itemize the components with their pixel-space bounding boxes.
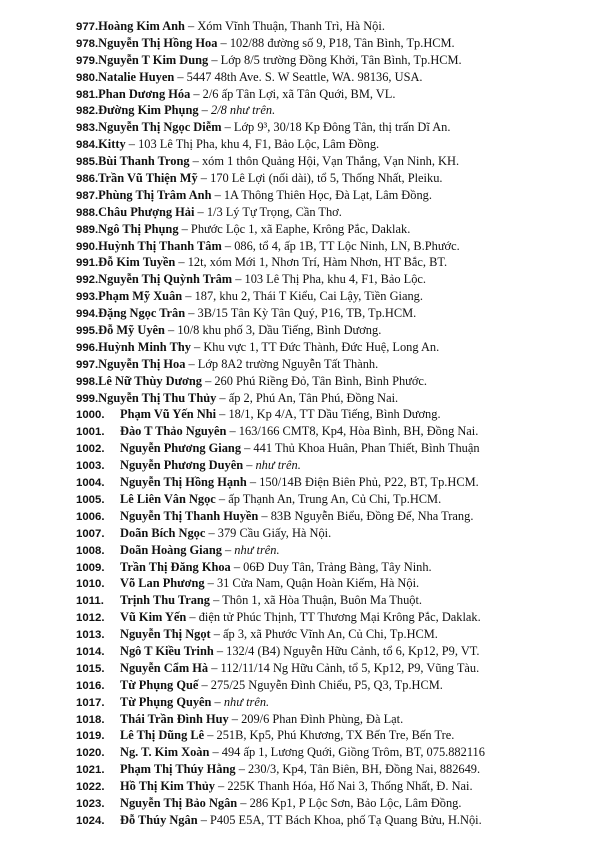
entry-name: Đào T Thảo Nguyên: [120, 424, 227, 439]
list-item: [76, 812, 555, 829]
entry-name: Ngô T Kiều Trinh: [120, 643, 214, 658]
list-item: [76, 643, 555, 660]
entry-name: Phạm Thị Thúy Hằng: [120, 762, 236, 777]
entry-number: 981.: [76, 88, 99, 101]
entry-number: 1014.: [76, 645, 105, 658]
entry-address: 132/4 (B4) Nguyễn Hữu Cảnh, tổ 6, Kp12, P9, VT.: [226, 643, 480, 658]
entry-number: 1005.: [76, 493, 105, 506]
entry-number: 1003.: [76, 460, 105, 473]
list-item: [76, 711, 555, 728]
entry-separator: –: [228, 711, 242, 726]
list-item: [76, 35, 555, 52]
entry-name: Đặng Ngọc Trân: [98, 306, 186, 321]
entry-address: 275/25 Nguyễn Đình Chiểu, P5, Q3, Tp.HCM.: [210, 677, 443, 692]
list-item: [76, 660, 555, 677]
entry-separator: –: [197, 171, 211, 186]
entry-name: Nguyễn T Kim Dung: [98, 52, 209, 67]
entry-separator: –: [216, 390, 229, 405]
list-item: [76, 440, 555, 457]
entry-address: P405 E5A, TT Bách Khoa, phố Tạ Quang Bửu, H.Nội.: [209, 812, 482, 827]
entry-address: 209/6 Phan Đình Phùng, Đà Lạt.: [241, 711, 404, 726]
entry-number: 1013.: [76, 629, 105, 642]
entry-address: 103 Lê Thị Pha, khu 4, F1, Bảo Lộc.: [244, 272, 426, 287]
entry-separator: –: [215, 491, 229, 506]
entry-address: 112/11/14 Ng Hữu Cảnh, tổ 5, Kp12, P9, Vũng Tàu.: [220, 660, 480, 675]
entry-address: Lớp 8A2 trường Nguyễn Tất Thành.: [197, 356, 379, 371]
entry-name: Natalie Huyen: [98, 69, 175, 84]
entry-separator: –: [184, 19, 198, 33]
entry-address: 5447 48th Ave. S. W Seattle, WA. 98136, USA.: [186, 69, 423, 84]
entry-name: Ngô Thị Phụng: [98, 221, 179, 236]
entry-name: Phạm Vũ Yến Nhi: [120, 407, 217, 422]
entry-name: Đường Kim Phụng: [98, 103, 199, 118]
entry-name: Phạm Mỹ Xuân: [98, 289, 183, 304]
entry-name: Trịnh Thu Trang: [120, 593, 210, 608]
entry-name: Nguyễn Cẩm Hà: [120, 660, 209, 675]
entry-number: 1004.: [76, 477, 105, 490]
entry-separator: –: [186, 610, 199, 625]
entry-address: 1A Thông Thiên Học, Đà Lạt, Lâm Đồng.: [223, 187, 432, 202]
entry-name: Nguyễn Phương Giang: [120, 441, 242, 456]
entry-number: 977.: [76, 21, 99, 33]
entry-address: 2/6 ấp Tân Lợi, xã Tân Quới, BM, VL.: [202, 86, 396, 101]
entry-separator: –: [209, 745, 222, 760]
entry-separator: –: [197, 812, 210, 827]
entry-list: [76, 18, 555, 829]
entry-number: 987.: [76, 189, 99, 202]
entry-separator: –: [243, 458, 256, 473]
list-item: [76, 626, 555, 643]
entry-address: 494 ấp 1, Lương Quới, Giồng Trôm, BT, 075.882116: [221, 745, 485, 760]
entry-name: Châu Phượng Hải: [98, 204, 195, 219]
entry-separator: –: [198, 677, 211, 692]
entry-number: 997.: [76, 358, 99, 371]
entry-separator: –: [221, 238, 235, 253]
list-item: [76, 694, 555, 711]
entry-separator: –: [221, 120, 234, 135]
entry-address: ấp 2, Phú An, Tân Phú, Đồng Nai.: [228, 390, 399, 405]
entry-number: 1012.: [76, 612, 105, 625]
entry-name: Đỗ Kim Tuyền: [98, 255, 176, 270]
entry-number: 1015.: [76, 662, 105, 675]
entry-address: 3B/15 Tân Kỳ Tân Quý, P16, TB, Tp.HCM.: [197, 306, 417, 321]
entry-number: 995.: [76, 325, 99, 338]
entry-number: 1021.: [76, 764, 105, 777]
entry-number: 1010.: [76, 578, 105, 591]
list-item: [76, 727, 555, 744]
entry-address: 102/88 đường số 9, P18, Tân Bình, Tp.HCM.: [229, 35, 455, 50]
entry-separator: –: [178, 221, 191, 236]
entry-address: 83B Nguyễn Biểu, Đồng Đế, Nha Trang.: [270, 508, 474, 523]
entry-name: Thái Trần Đình Huy: [120, 711, 229, 726]
entry-name: Nguyễn Thị Thu Thủy: [98, 390, 217, 405]
entry-number: 1011.: [76, 595, 104, 608]
list-item: [76, 305, 555, 322]
entry-address: Xóm Vĩnh Thuận, Thanh Trì, Hà Nội.: [197, 19, 385, 33]
entry-number: 990.: [76, 240, 99, 253]
list-item: [76, 744, 555, 761]
entry-address: 2/8 như trên.: [210, 103, 276, 118]
list-item: [76, 102, 555, 119]
entry-separator: –: [194, 204, 207, 219]
entry-separator: –: [208, 52, 221, 67]
entry-separator: –: [241, 441, 254, 456]
entry-separator: –: [246, 475, 260, 490]
list-item: [76, 778, 555, 795]
list-item: [76, 119, 555, 136]
entry-name: Nguyễn Thị Hồng Hạnh: [120, 475, 247, 490]
list-item: [76, 52, 555, 69]
entry-name: Đỗ Mỹ Uyên: [98, 323, 165, 338]
entry-separator: –: [164, 323, 178, 338]
entry-number: 1024.: [76, 814, 105, 827]
entry-address: 286 Kp1, P Lộc Sơn, Bảo Lộc, Lâm Đồng.: [249, 795, 462, 810]
entry-name: Doãn Bích Ngọc: [120, 525, 206, 540]
entry-number: 1016.: [76, 679, 105, 692]
entry-number: 982.: [76, 105, 99, 118]
entry-separator: –: [174, 69, 187, 84]
entry-number: 985.: [76, 156, 99, 169]
entry-number: 1022.: [76, 781, 105, 794]
entry-name: Doãn Hoàng Giang: [120, 542, 222, 557]
entry-name: Võ Lan Phương: [120, 576, 205, 591]
entry-separator: –: [237, 795, 250, 810]
entry-name: Kitty: [98, 137, 126, 152]
entry-name: Nguyễn Thị Quỳnh Trâm: [98, 272, 233, 287]
entry-number: 983.: [76, 122, 99, 135]
entry-separator: –: [198, 103, 211, 118]
entry-name: Nguyễn Thị Hoa: [98, 356, 186, 371]
entry-address: 170 Lê Lợi (nối dài), tổ 5, Thống Nhất, Pleiku.: [210, 171, 443, 186]
entry-name: Phan Dương Hóa: [98, 86, 191, 101]
entry-name: Trần Vũ Thiện Mỹ: [98, 171, 198, 186]
entry-name: Nguyễn Thị Ngọt: [120, 627, 211, 642]
entry-address: 225K Thanh Hóa, Hố Nai 3, Thống Nhất, Đ. Nai.: [227, 779, 473, 794]
entry-name: Huỳnh Minh Thy: [98, 339, 191, 354]
entry-name: Nguyễn Thị Bảo Ngân: [120, 795, 238, 810]
list-item: [76, 406, 555, 423]
list-item: [76, 373, 555, 390]
entry-name: Trần Thị Đăng Khoa: [120, 559, 231, 574]
entry-address: 1/3 Lý Tự Trọng, Cần Thơ.: [206, 204, 342, 219]
entry-address: Khu vực 1, TT Đức Thành, Đức Huệ, Long An.: [203, 339, 440, 354]
entry-name: Nguyễn Thị Ngọc Diễm: [98, 120, 222, 135]
entry-name: Nguyễn Thị Hồng Hoa: [98, 35, 218, 50]
entry-separator: –: [226, 424, 239, 439]
entry-separator: –: [235, 762, 248, 777]
entry-address: như trên.: [223, 694, 270, 709]
list-item: [76, 559, 555, 576]
entry-name: Hồ Thị Kim Thủy: [120, 779, 215, 794]
list-item: [76, 525, 555, 542]
list-item: [76, 390, 555, 407]
entry-name: Hoàng Kim Anh: [98, 19, 185, 33]
list-item: [76, 238, 555, 255]
entry-name: Bùi Thanh Trong: [98, 154, 190, 169]
entry-number: 979.: [76, 54, 99, 67]
list-item: [76, 221, 555, 238]
entry-number: 1001.: [76, 426, 105, 439]
entry-address: 10/8 khu phố 3, Dầu Tiếng, Bình Dương.: [177, 323, 382, 338]
entry-number: 1006.: [76, 510, 105, 523]
list-item: [76, 609, 555, 626]
entry-name: Ng. T. Kim Xoàn: [120, 745, 210, 760]
entry-number: 986.: [76, 173, 99, 186]
entry-separator: –: [211, 187, 224, 202]
entry-number: 1019.: [76, 730, 105, 743]
list-item: [76, 761, 555, 778]
entry-number: 988.: [76, 206, 99, 219]
entry-separator: –: [232, 272, 245, 287]
entry-number: 984.: [76, 139, 99, 152]
entry-separator: –: [190, 86, 203, 101]
entry-address: như trên.: [234, 542, 280, 557]
list-item: [76, 592, 555, 609]
list-item: [76, 254, 555, 271]
entry-name: Nguyễn Thị Thanh Huyền: [120, 508, 259, 523]
entry-address: 086, tổ 4, ấp 1B, TT Lộc Ninh, LN, B.Phước.: [234, 238, 460, 253]
entry-address: 163/166 CMT8, Kp4, Hòa Bình, BH, Đồng Nai.: [238, 424, 479, 439]
list-item: [76, 508, 555, 525]
list-item: [76, 204, 555, 221]
entry-address: xóm 1 thôn Quảng Hội, Vạn Thắng, Vạn Ninh, KH.: [201, 154, 460, 169]
entry-address: 31 Cửa Nam, Quận Hoàn Kiếm, Hà Nội.: [216, 576, 420, 591]
list-item: [76, 491, 555, 508]
entry-address: 150/14B Điện Biên Phủ, P22, BT, Tp.HCM.: [259, 475, 479, 490]
entry-separator: –: [182, 289, 195, 304]
entry-address: 06Đ Duy Tân, Trảng Bàng, Tây Ninh.: [243, 559, 432, 574]
entry-separator: –: [210, 593, 223, 608]
entry-address: 441 Thủ Khoa Huân, Phan Thiết, Bình Thuận: [253, 441, 480, 456]
list-item: [76, 187, 555, 204]
entry-name: Lê Liên Vân Ngọc: [120, 491, 216, 506]
entry-name: Phùng Thị Trâm Anh: [98, 187, 212, 202]
list-item: [76, 170, 555, 187]
entry-address: 379 Cầu Giấy, Hà Nội.: [217, 525, 332, 540]
entry-separator: –: [185, 356, 198, 371]
entry-separator: –: [185, 306, 198, 321]
entry-separator: –: [190, 339, 204, 354]
entry-number: 998.: [76, 375, 99, 388]
entry-number: 1009.: [76, 561, 105, 574]
entry-separator: –: [175, 255, 188, 270]
entry-separator: –: [125, 137, 139, 152]
entry-number: 1000.: [76, 409, 105, 422]
list-item: [76, 542, 555, 559]
entry-number: 1020.: [76, 747, 105, 760]
entry-separator: –: [211, 694, 224, 709]
entry-separator: –: [213, 643, 227, 658]
entry-name: Vũ Kim Yến: [120, 610, 187, 625]
entry-number: 1018.: [76, 713, 105, 726]
entry-name: Lê Nữ Thùy Dương: [98, 373, 202, 388]
list-item: [76, 575, 555, 592]
entry-number: 992.: [76, 274, 99, 287]
entry-number: 1007.: [76, 527, 105, 540]
entry-address: 12t, xóm Mới 1, Nhơn Trí, Hàm Nhơn, HT Bắc, BT.: [187, 255, 448, 270]
entry-number: 999.: [76, 392, 99, 405]
entry-number: 994.: [76, 308, 99, 321]
entry-number: 1023.: [76, 797, 105, 810]
entry-address: Lớp 8/5 trường Đồng Khởi, Tân Bình, Tp.HCM.: [220, 52, 462, 67]
entry-separator: –: [216, 407, 229, 422]
entry-separator: –: [221, 542, 235, 557]
entry-name: Huỳnh Thị Thanh Tâm: [98, 238, 222, 253]
entry-name: Từ Phụng Quế: [120, 677, 199, 692]
entry-address: ấp 3, xã Phước Vĩnh An, Củ Chi, Tp.HCM.: [223, 627, 438, 642]
entry-number: 978.: [76, 37, 99, 50]
entry-separator: –: [217, 35, 230, 50]
entry-number: 1017.: [76, 696, 105, 709]
entry-name: Nguyễn Phương Duyên: [120, 458, 244, 473]
entry-separator: –: [205, 525, 218, 540]
list-item: [76, 288, 555, 305]
entry-address: 187, khu 2, Thái T Kiểu, Cai Lậy, Tiền Giang.: [194, 289, 423, 304]
entry-number: 991.: [76, 257, 99, 270]
list-item: [76, 423, 555, 440]
entry-address: 18/1, Kp 4/A, TT Dầu Tiếng, Bình Dương.: [228, 407, 441, 422]
entry-separator: –: [204, 576, 217, 591]
entry-address: Thôn 1, xã Hòa Thuận, Buôn Ma Thuột.: [222, 593, 423, 608]
entry-separator: –: [201, 373, 215, 388]
entry-separator: –: [210, 627, 224, 642]
list-item: [76, 153, 555, 170]
list-item: [76, 322, 555, 339]
entry-separator: –: [189, 154, 202, 169]
entry-number: 1002.: [76, 443, 105, 456]
entry-separator: –: [214, 779, 228, 794]
list-item: [76, 86, 555, 103]
entry-name: Từ Phụng Quyên: [120, 694, 212, 709]
entry-address: Phước Lộc 1, xã Eaphe, Krông Pắc, Daklak.: [190, 221, 411, 236]
entry-number: 980.: [76, 71, 99, 84]
entry-address: 251B, Kp5, Phú Khương, TX Bến Tre, Bến Tre.: [216, 728, 455, 743]
entry-number: 989.: [76, 223, 99, 236]
list-item: [76, 18, 555, 35]
list-item: [76, 136, 555, 153]
entry-number: 993.: [76, 291, 99, 304]
list-item: [76, 457, 555, 474]
entry-address: ấp Thạnh An, Trung An, Củ Chi, Tp.HCM.: [228, 491, 442, 506]
entry-separator: –: [258, 508, 271, 523]
list-item: [76, 271, 555, 288]
entry-address: 103 Lê Thị Pha, khu 4, F1, Bảo Lộc, Lâm Đồng.: [138, 137, 380, 152]
entry-name: Lê Thị Dũng Lê: [120, 728, 205, 743]
list-item: [76, 795, 555, 812]
list-item: [76, 356, 555, 373]
entry-separator: –: [204, 728, 217, 743]
list-item: [76, 474, 555, 491]
entry-address: điện tử Phúc Thịnh, TT Thương Mại Krông Pắc, Daklak.: [198, 610, 481, 625]
entry-number: 996.: [76, 341, 99, 354]
entry-number: 1008.: [76, 544, 105, 557]
entry-address: 230/3, Kp4, Tân Biên, BH, Đồng Nai, 882649.: [247, 762, 481, 777]
entry-address: Lớp 9³, 30/18 Kp Đông Tân, thị trấn Dĩ An.: [233, 120, 451, 135]
list-item: [76, 69, 555, 86]
entry-address: như trên.: [255, 458, 301, 473]
entry-name: Đỗ Thúy Ngân: [120, 812, 198, 827]
list-item: [76, 677, 555, 694]
entry-address: 260 Phú Riềng Đỏ, Tân Bình, Bình Phước.: [214, 373, 428, 388]
entry-separator: –: [230, 559, 244, 574]
entry-separator: –: [208, 660, 221, 675]
list-item: [76, 339, 555, 356]
